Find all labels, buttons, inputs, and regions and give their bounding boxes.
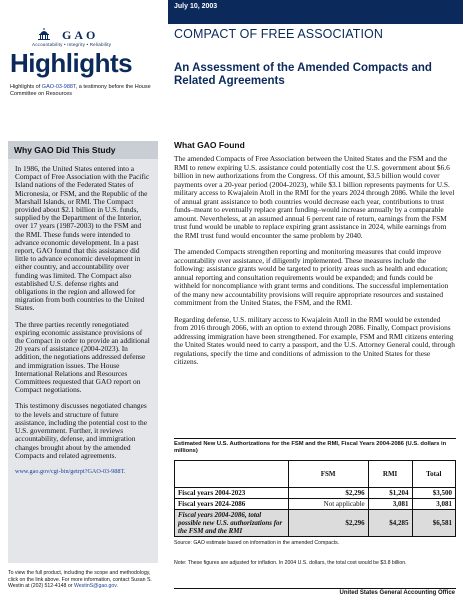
table-cell: Fiscal years 2024-2086: [175, 498, 288, 509]
table-header: Total: [412, 461, 455, 487]
table-row: [175, 487, 455, 498]
table-cell: Fiscal years 2004-2023: [175, 487, 288, 498]
full-report-url[interactable]: www.gao.gov/cgi-bin/getrpt?GAO-03-988T.: [15, 467, 126, 475]
highlights-reference: [10, 84, 155, 98]
table-source: Source: GAO estimate based on information in the amended Compacts.: [174, 540, 340, 546]
table-header: [175, 461, 288, 487]
table-caption: Estimated New U.S. Authorizations for the FSM and the RMI, Fiscal Years 2004-2086 (U.S. dollars in millions): [174, 438, 456, 455]
gao-wordmark: GAO: [62, 28, 99, 42]
contact-text: To view the full product, including the scope and methodology, click on the link above. For more information, contact Susan S. Westin at (202) 512-4148 or: [8, 570, 152, 590]
why-heading-band: [8, 141, 158, 159]
table-header: FSM: [288, 461, 368, 487]
gao-tagline: Accountability • Integrity • Reliability: [32, 42, 112, 47]
table-cell: Not applicable: [288, 498, 368, 509]
table-header-row: [175, 461, 455, 487]
table-cell: $4,285: [368, 509, 412, 536]
capitol-dome-icon: [37, 28, 51, 40]
header-band: [168, 0, 463, 24]
why-section: [8, 159, 158, 563]
table-header: RMI: [368, 461, 412, 487]
report-date: July 10, 2003: [174, 3, 218, 10]
highlights-suffix: , a testimony before the House Committee on Resources: [10, 84, 151, 97]
page-title: An Assessment of the Amended Compacts and Related Agreements: [174, 62, 432, 87]
table-cell: $3,500: [412, 487, 455, 498]
left-column: [0, 0, 160, 599]
table-cell: 3,081: [412, 498, 455, 509]
found-paragraph: The amended Compacts of Free Association between the United States and the FSM and the RMI to renew expiring U.S. assistance could potentially cost the U.S. government about $6.6 billion in new authorizations from the Congress. Of this amount, $3.5 billion would cover payments over a 20-year period (2004-2023), while $3.1 billion represents payments for U.S. military access to Kwajalein Atoll in the RMI for the years 2024 through 2086. While the level of annual grant assistance to both countries would decrease each year, contributions to trust funds–meant to eventually replace grant funding–would increase annually by a comparable amount. Nevertheless, at an assumed annual 6 percent rate of return, earnings from the FSM trust fund would be unable to replace expiring grant assistance in 2024, while earnings from the RMI trust fund would encounter the same problem by 2040.: [174, 154, 455, 240]
found-section: [174, 155, 456, 375]
why-paragraph: This testimony discusses negotiated changes to the levels and structure of future assistance, including the potential cost to the U.S. government. Further, it reviews accountability, defense, and immigration changes brought about by the amended Compacts and related agreements.: [15, 401, 147, 460]
footer-divider: [174, 588, 456, 589]
table-cell: 3,081: [368, 498, 412, 509]
gao-logo: [10, 28, 158, 78]
table-cell: Fiscal years 2004-2086, total possible new U.S. authorizations for the FSM and the RMI: [175, 509, 288, 536]
authorizations-table: [174, 460, 456, 537]
report-link[interactable]: GAO-03-988T: [41, 84, 76, 90]
highlights-title: Highlights: [10, 48, 133, 78]
table-cell: $6,581: [412, 509, 455, 536]
table-row-total: [175, 509, 455, 536]
table-cell: $2,296: [288, 487, 368, 498]
found-paragraph: Regarding defense, U.S. military access to Kwajalein Atoll in the RMI would be extended from 2016 through 2066, with an option to extend through 2086. Finally, Compact provisions addressing immigration have been strengthened. For example, FSM and RMI citizens entering the United States would need to carry a passport, and the U.S. Attorney General could, through regulations, specify the time and conditions of admission to the United States for these citizens.: [174, 314, 455, 366]
footer-org: United States General Accounting Office: [339, 590, 455, 596]
table-row: [175, 498, 455, 509]
found-heading: What GAO Found: [174, 140, 245, 150]
why-paragraph: The three parties recently renegotiated expiring economic assistance provisions of the Compact in order to provide an additional 20 years of assistance (2004-2023). In addition, the negotiations addressed defense and immigration issues. The House International Relations and Resources Committees requested that GAO report on Compact negotiations.: [15, 319, 150, 395]
subject-heading: COMPACT OF FREE ASSOCIATION: [174, 27, 383, 41]
contact-email[interactable]: WestinS@gao.gov.: [73, 583, 118, 590]
table-note: Note: These figures are adjusted for inflation. In 2004 U.S. dollars, the total cost would be $3.8 billion.: [174, 560, 407, 566]
table-cell: $1,204: [368, 487, 412, 498]
found-paragraph: The amended Compacts strengthen reporting and monitoring measures that could improve accountability over assistance, if diligently implemented. These measures include the following: assistance grants would be targeted to priority areas such as health and education; annual reporting and consultation requirements would be expanded; and funds could be withheld for noncompliance with grant terms and conditions. The successful implementation of the many new accountability provisions will require appropriate resources and sustained commitment from the United States, the FSM, and the RMI.: [174, 247, 449, 307]
why-paragraph: In 1986, the United States entered into a Compact of Free Association with the Pacific Island nations of the Federated States of Micronesia, or FSM, and the Republic of the Marshall Islands, or RMI. The Compact provided about $2.1 billion in U.S. funds, supplied by the Department of the Interior, over 17 years (1987-2003) to the FSM and the RMI. These funds were intended to advance economic development. In a past report, GAO found that this assistance did little to advance economic development in either country, and accountability over funding was limited. The Compact also established U.S. defense rights and obligations in the region and allowed for migration from both countries to the United States.: [15, 164, 150, 313]
contact-info: [8, 570, 158, 590]
why-heading: Why GAO Did This Study: [14, 145, 116, 155]
highlights-prefix: Highlights of: [10, 84, 42, 90]
table-cell: $2,296: [288, 509, 368, 536]
